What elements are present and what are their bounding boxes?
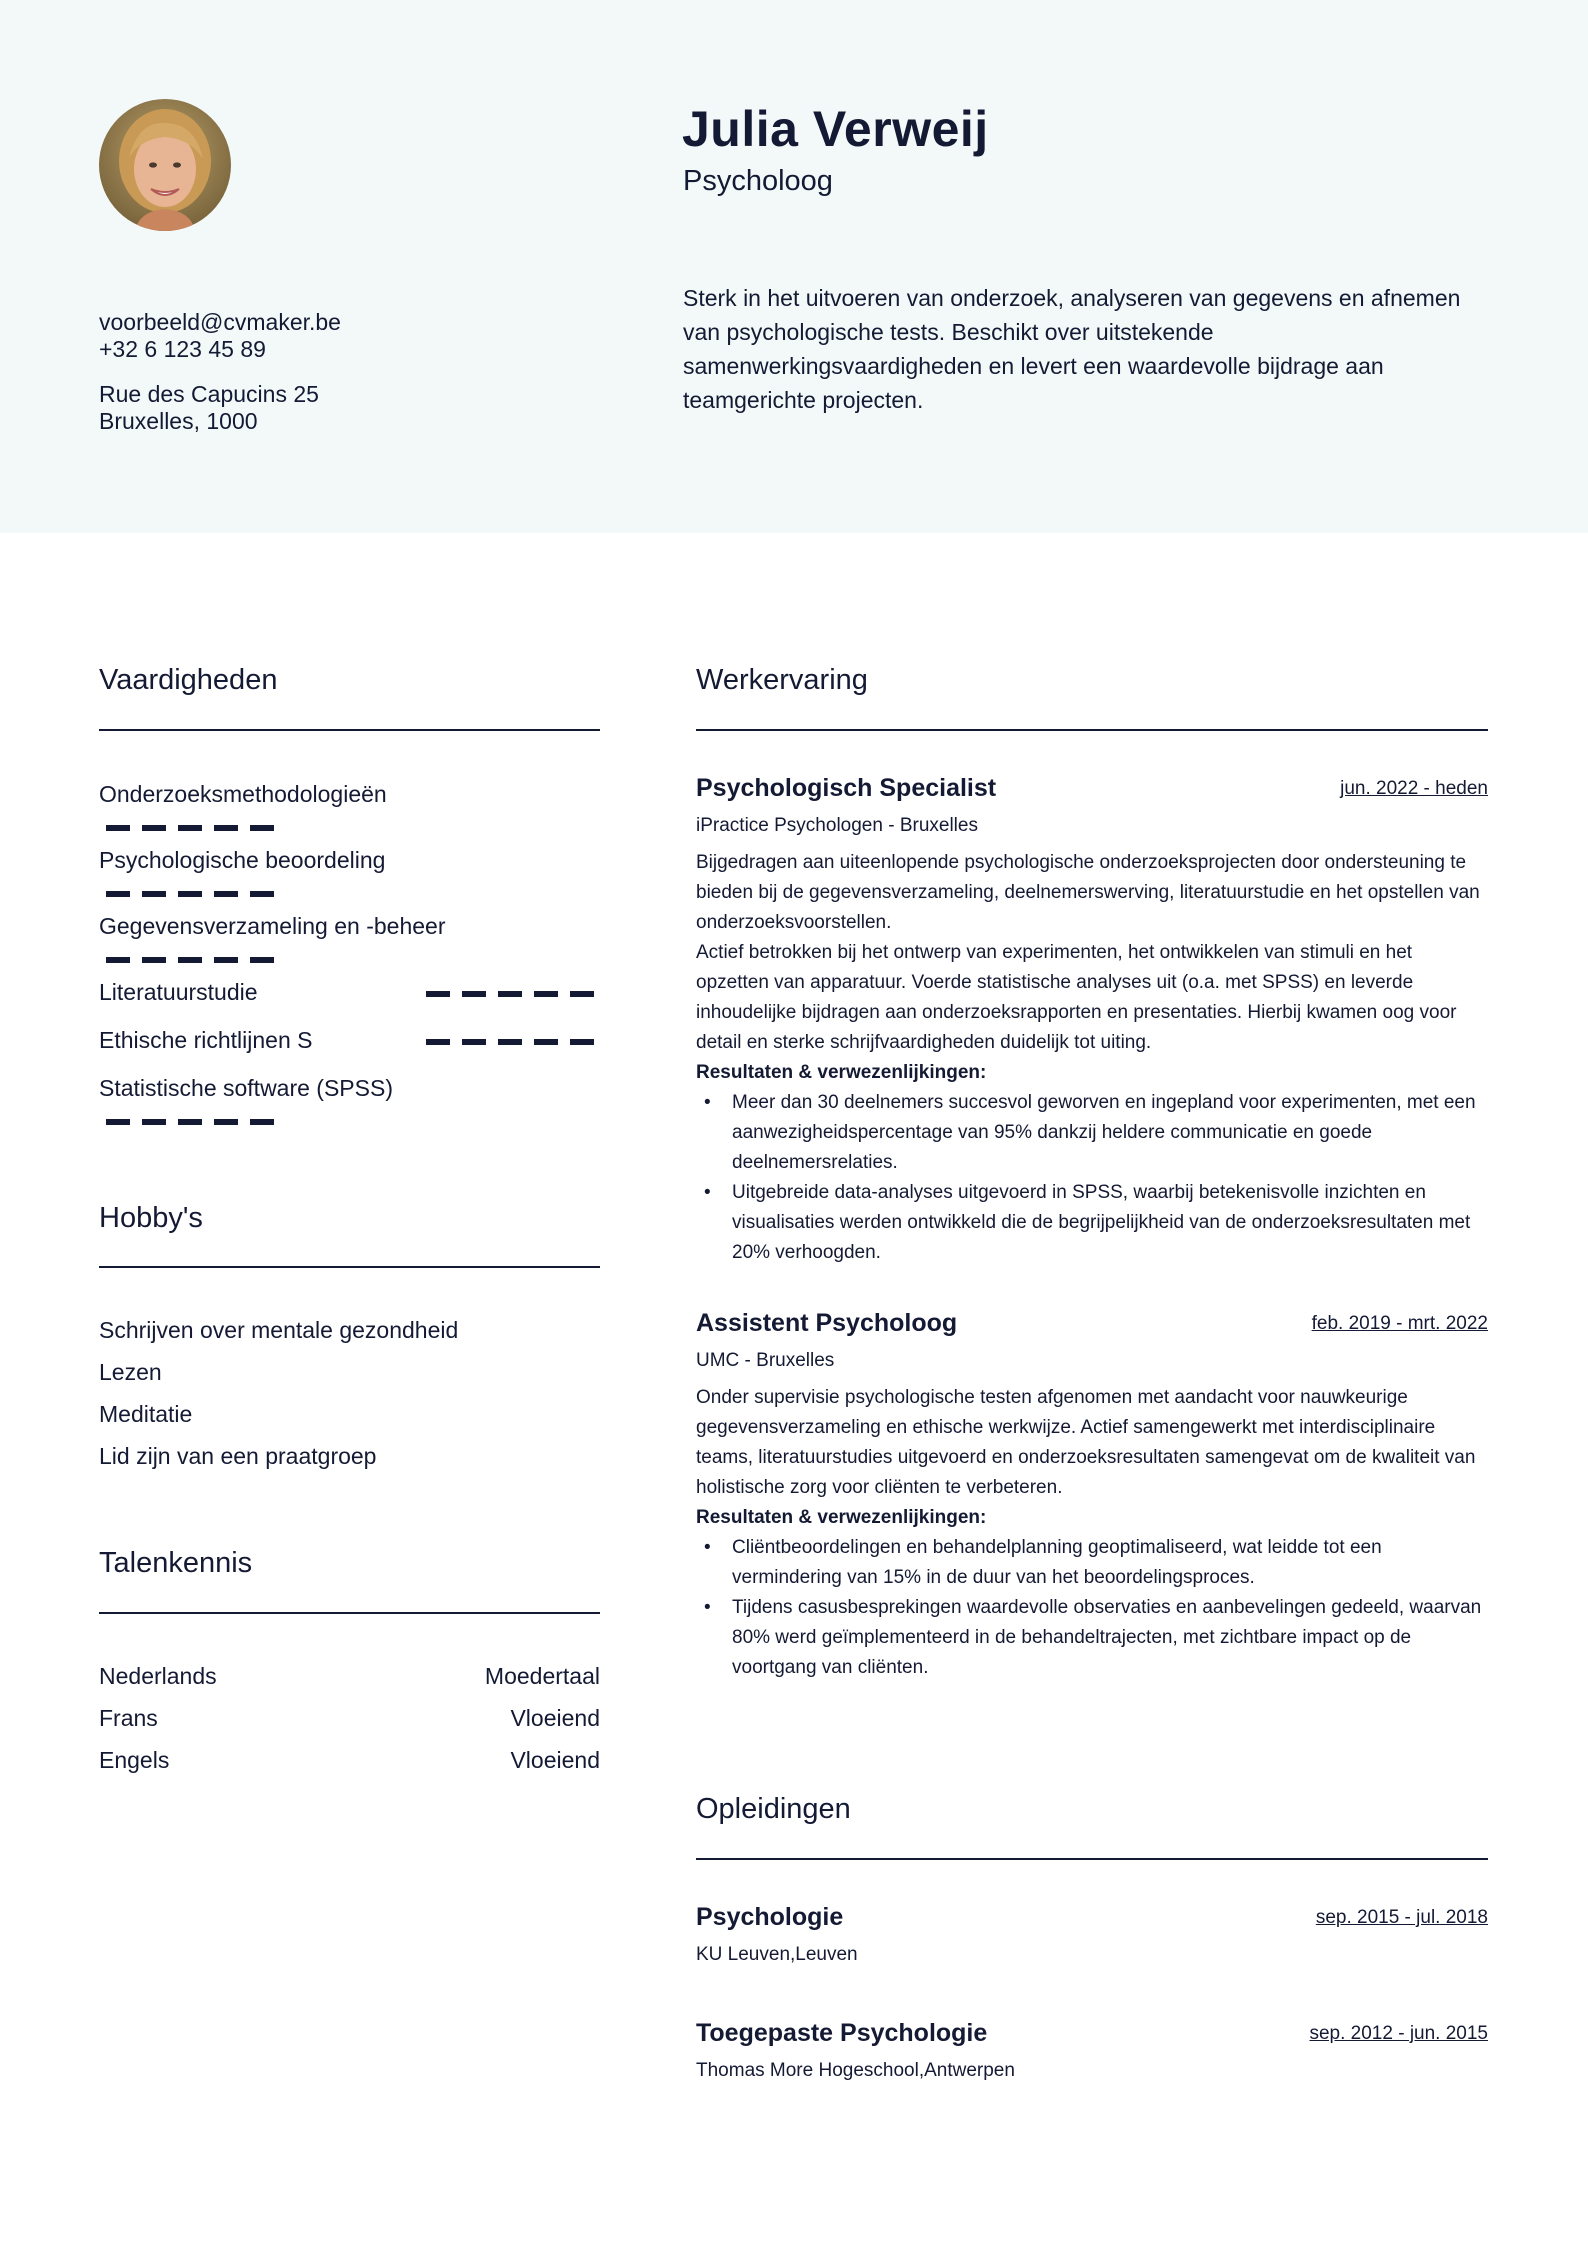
- job-company: UMC - Bruxelles: [696, 1350, 835, 1371]
- candidate-title: Psycholoog: [683, 165, 833, 197]
- language-level: Vloeiend: [510, 1747, 600, 1773]
- hobby-item: Lezen: [99, 1359, 162, 1385]
- education-school: Thomas More Hogeschool,Antwerpen: [696, 2060, 1015, 2081]
- experience-divider: [696, 729, 1488, 731]
- education-date: sep. 2012 - jun. 2015: [1309, 2023, 1488, 2044]
- skill-name: Literatuurstudie: [99, 979, 258, 1005]
- skill-name: Statistische software (SPSS): [99, 1075, 393, 1101]
- candidate-name: Julia Verweij: [682, 101, 989, 157]
- job-title: Psychologisch Specialist: [696, 774, 997, 802]
- languages-title: Talenkennis: [99, 1547, 253, 1579]
- profile-photo-icon: [99, 99, 231, 231]
- hobby-item: Schrijven over mentale gezondheid: [99, 1317, 459, 1343]
- contact-address-line1: Rue des Capucins 25: [99, 381, 319, 407]
- profile-summary: Sterk in het uitvoeren van onderzoek, analyseren van gegevens en afnemen van psychologische tests. Beschikt over uitstekende samenwerkingsvaardigheden en levert een waardevolle bijdrage aan teamgerichte projecten.: [683, 285, 1461, 413]
- skill-name: Ethische richtlijnen S: [99, 1027, 313, 1053]
- avatar: [99, 99, 231, 231]
- hobbies-title: Hobby's: [99, 1202, 203, 1234]
- contact-address-line2: Bruxelles, 1000: [99, 408, 258, 434]
- result-item: • Meer dan 30 deelnemers succesvol geworven en ingepland voor experimenten, met een aanwezigheidspercentage van 95% dankzij heldere communicatie en goede deelnemersrelaties.: [732, 1088, 1488, 1178]
- language-level: Moedertaal: [484, 1663, 600, 1689]
- experience-title: Werkervaring: [696, 664, 868, 696]
- results-label: Resultaten & verwezenlijkingen:: [696, 1062, 987, 1083]
- job-description-paragraph: Actief betrokken bij het ontwerp van experimenten, het ontwikkelen van stimuli en het opzetten van apparatuur. Voerde statistische analyses uit (o.a. met SPSS) en leverde inhoudelijke bijdragen aan onderzoeksrapporten en presentaties. Hierbij kwamen oog voor detail en sterke schrijfvaardigheden duidelijk tot uiting.: [696, 942, 1457, 1053]
- education-school: KU Leuven,Leuven: [696, 1944, 858, 1965]
- language-name: Nederlands: [99, 1663, 217, 1689]
- result-item: • Tijdens casusbesprekingen waardevolle observaties en aanbevelingen gedeeld, waarvan 80% werd geïmplementeerd in de behandeltrajecten, met zichtbare impact op de voortgang van cliënten.: [732, 1593, 1488, 1683]
- results-list: [696, 1088, 1488, 1268]
- result-item: • Uitgebreide data-analyses uitgevoerd in SPSS, waarbij betekenisvolle inzichten en visualisaties werden ontwikkeld die de begrijpelijkheid van de onderzoeksresultaten met 20% verhoogden.: [732, 1178, 1488, 1268]
- job-company: iPractice Psychologen - Bruxelles: [696, 815, 978, 836]
- skill-name: Psychologische beoordeling: [99, 847, 386, 873]
- job-title: Assistent Psycholoog: [696, 1309, 958, 1337]
- language-name: Engels: [99, 1747, 170, 1773]
- education-divider: [696, 1858, 1488, 1860]
- hobby-item: Lid zijn van een praatgroep: [99, 1443, 377, 1469]
- skills-divider: [99, 729, 600, 731]
- education-title-item: Psychologie: [696, 1903, 844, 1931]
- hobby-item: Meditatie: [99, 1401, 193, 1427]
- contact-phone: +32 6 123 45 89: [99, 336, 266, 362]
- job-description-paragraph: Onder supervisie psychologische testen afgenomen met aandacht voor nauwkeurige gegevensverzameling en ethische werkwijze. Actief samengewerkt met interdisciplinaire teams, literatuurstudies uitgevoerd en onderzoeksresultaten samengevat om de kwaliteit van holistische zorg voor cliënten te verbeteren.: [696, 1387, 1476, 1498]
- job-description-paragraph: Bijgedragen aan uiteenlopende psychologische onderzoeksprojecten door ondersteuning te bieden bij de gegevensverzameling, deelnemerswerving, literatuurstudie en het opstellen van onderzoeksvoorstellen.: [696, 852, 1480, 933]
- job-date: feb. 2019 - mrt. 2022: [1311, 1313, 1488, 1334]
- result-item: • Cliëntbeoordelingen en behandelplanning geoptimaliseerd, wat leidde tot een vermindering van 15% in de duur van het beoordelingsproces.: [732, 1533, 1488, 1593]
- education-title-item: Toegepaste Psychologie: [696, 2019, 988, 2047]
- results-label: Resultaten & verwezenlijkingen:: [696, 1507, 987, 1528]
- skills-title: Vaardigheden: [99, 664, 278, 696]
- language-level: Vloeiend: [510, 1705, 600, 1731]
- education-title: Opleidingen: [696, 1793, 851, 1825]
- language-name: Frans: [99, 1705, 158, 1731]
- skill-name: Onderzoeksmethodologieën: [99, 781, 387, 807]
- job-description: [696, 848, 1488, 1268]
- contact-email: voorbeeld@cvmaker.be: [99, 309, 341, 335]
- results-list: [696, 1533, 1488, 1683]
- languages-divider: [99, 1612, 600, 1614]
- job-date: jun. 2022 - heden: [1340, 778, 1488, 799]
- job-description: [696, 1383, 1488, 1683]
- education-date: sep. 2015 - jul. 2018: [1315, 1907, 1488, 1928]
- hobbies-divider: [99, 1266, 600, 1268]
- cv-header: [0, 0, 1588, 533]
- skill-name: Gegevensverzameling en -beheer: [99, 913, 446, 939]
